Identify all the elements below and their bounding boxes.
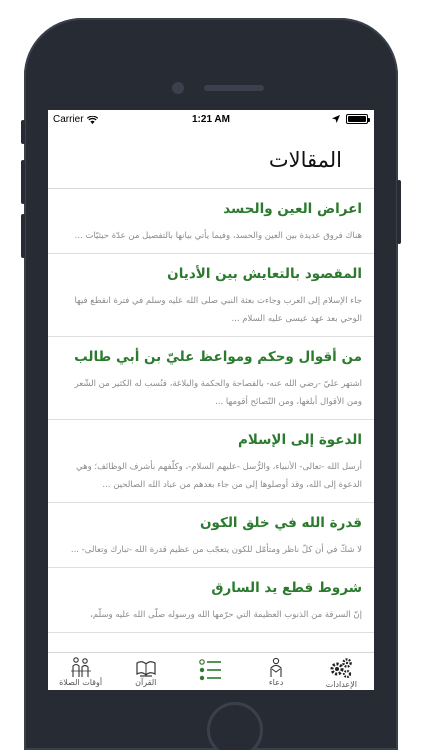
tab-label: القرآن (135, 678, 157, 687)
tab-prayer-times[interactable] (48, 653, 113, 690)
volume-up-button (21, 160, 25, 204)
tab-label: دعاء (268, 678, 284, 687)
front-camera (172, 82, 184, 94)
tab-bar (48, 652, 374, 690)
article-title: شروط قطع يد السارق (211, 580, 362, 596)
tab-articles[interactable] (178, 653, 243, 690)
article-excerpt: اشتهر عليّ -رضي الله عنه- بالفصاحة والحكمة والبلاغة، فنُسب له الكثير من الشّعر ومن الأقوال أبلغها، ومن النّصائح أقومها ... (74, 379, 362, 407)
tab-label: أوقات الصلاة (59, 678, 103, 687)
list-icon (198, 657, 224, 683)
tab-settings[interactable] (309, 653, 374, 690)
article-list (48, 189, 374, 633)
carrier-label: Carrier (53, 114, 84, 125)
article-excerpt: جاء الإسلام إلى العرب وجاءت بعثة النبي صلى الله عليه وسلم في فترة انقطع فيها الوحي بعد عهد عيسى عليه السلام ... (74, 296, 362, 324)
article-item[interactable] (48, 189, 374, 254)
people-praying-icon (69, 657, 93, 677)
article-title: اعراض العين والحسد (223, 201, 362, 217)
home-button[interactable] (207, 702, 263, 750)
article-excerpt: أرسل الله -تعالى- الأنبياء، والرُّسل -عليهم السلام-، وكلّفهم بأشرف الوظائف؛ وهي الدعوة إلى الله، وقد أوصلوها إلى من جاء بعدهم من عباد الله الصالحين ... (76, 462, 362, 490)
article-item[interactable] (48, 337, 374, 420)
dua-person-icon (264, 657, 288, 677)
article-item[interactable] (48, 254, 374, 337)
tab-quran[interactable] (113, 653, 178, 690)
page-title: المقالات (268, 148, 342, 172)
article-excerpt: لا شكّ في أن كلّ ناظر ومتأمّل للكون يتعجّب من عظيم قدرة الله -تبارك وتعالى- ... (70, 545, 362, 555)
power-button (397, 180, 401, 244)
status-bar (48, 110, 374, 130)
battery-icon (346, 114, 368, 124)
earpiece-speaker (204, 85, 264, 91)
article-excerpt: إنّ السرقة من الذنوب العظيمة التي حرّمها الله ورسوله صلّى الله عليه وسلّم، (90, 610, 362, 620)
gears-icon (328, 657, 354, 679)
quran-book-icon (134, 657, 158, 677)
app-screen (48, 110, 374, 690)
status-time: 1:21 AM (192, 114, 230, 125)
tab-label: الإعدادات (325, 680, 357, 689)
tab-dua[interactable] (244, 653, 309, 690)
article-excerpt: هناك فروق عديدة بين العين والحسد، وفيما يأتي بيانها بالتفصيل من عدّة حيثيّات ... (74, 231, 362, 241)
article-title: من أقوال وحكم ومواعظ عليّ بن أبي طالب (74, 349, 362, 365)
location-arrow-icon (332, 115, 340, 123)
mute-switch (21, 120, 25, 144)
volume-down-button (21, 214, 25, 258)
battery-level (348, 116, 366, 122)
article-title: المقصود بالتعايش بين الأديان (167, 266, 362, 282)
article-item[interactable] (48, 568, 374, 633)
article-title: قدرة الله في خلق الكون (199, 515, 362, 531)
status-right (332, 114, 368, 124)
article-item[interactable] (48, 420, 374, 503)
article-item[interactable] (48, 503, 374, 568)
article-title: الدعوة إلى الإسلام (237, 432, 362, 448)
